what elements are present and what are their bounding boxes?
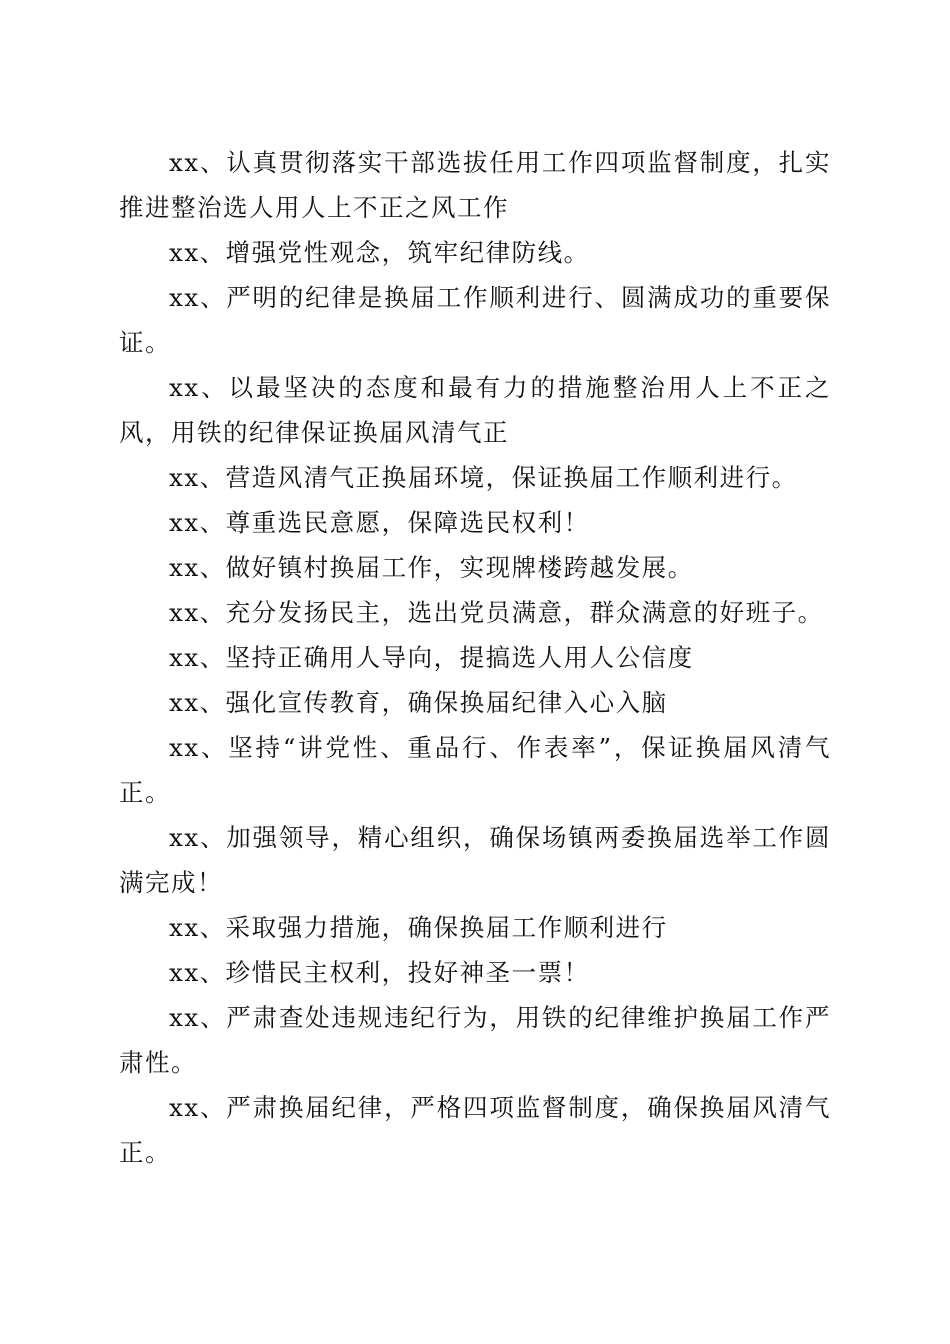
paragraph-11: xx、坚持“讲党性、重品行、作表率”，保证换届风清气正。 bbox=[119, 733, 831, 807]
document-body bbox=[119, 140, 831, 1175]
paragraph-7: xx、做好镇村换届工作，实现牌楼跨越发展。 bbox=[169, 553, 694, 582]
paragraph-12: xx、加强领导，精心组织，确保场镇两委换届选举工作圆满完成！ bbox=[119, 823, 831, 897]
paragraph-6: xx、尊重选民意愿，保障选民权利！ bbox=[169, 508, 590, 537]
paragraph-9: xx、坚持正确用人导向，提搞选人用人公信度 bbox=[169, 643, 694, 672]
paragraph-3: xx、严明的纪律是换届工作顺利进行、圆满成功的重要保证。 bbox=[119, 283, 831, 357]
paragraph-14: xx、珍惜民主权利，投好神圣一票！ bbox=[169, 958, 590, 987]
paragraph-10: xx、强化宣传教育，确保换届纪律入心入脑 bbox=[169, 688, 668, 717]
paragraph-13: xx、采取强力措施，确保换届工作顺利进行 bbox=[169, 913, 668, 942]
paragraph-2: xx、增强党性观念，筑牢纪律防线。 bbox=[169, 238, 590, 267]
paragraph-1: xx、认真贯彻落实干部选拔任用工作四项监督制度，扎实推进整治选人用人上不正之风工作 bbox=[119, 148, 831, 222]
paragraph-15: xx、严肃查处违规违纪行为，用铁的纪律维护换届工作严肃性。 bbox=[119, 1003, 831, 1077]
paragraph-8: xx、充分发扬民主，选出党员满意，群众满意的好班子。 bbox=[169, 598, 824, 627]
paragraph-5: xx、营造风清气正换届环境，保证换届工作顺利进行。 bbox=[169, 463, 798, 492]
paragraph-16: xx、严肃换届纪律，严格四项监督制度，确保换届风清气正。 bbox=[119, 1093, 831, 1167]
paragraph-4: xx、以最坚决的态度和最有力的措施整治用人上不正之风，用铁的纪律保证换届风清气正 bbox=[119, 373, 831, 447]
